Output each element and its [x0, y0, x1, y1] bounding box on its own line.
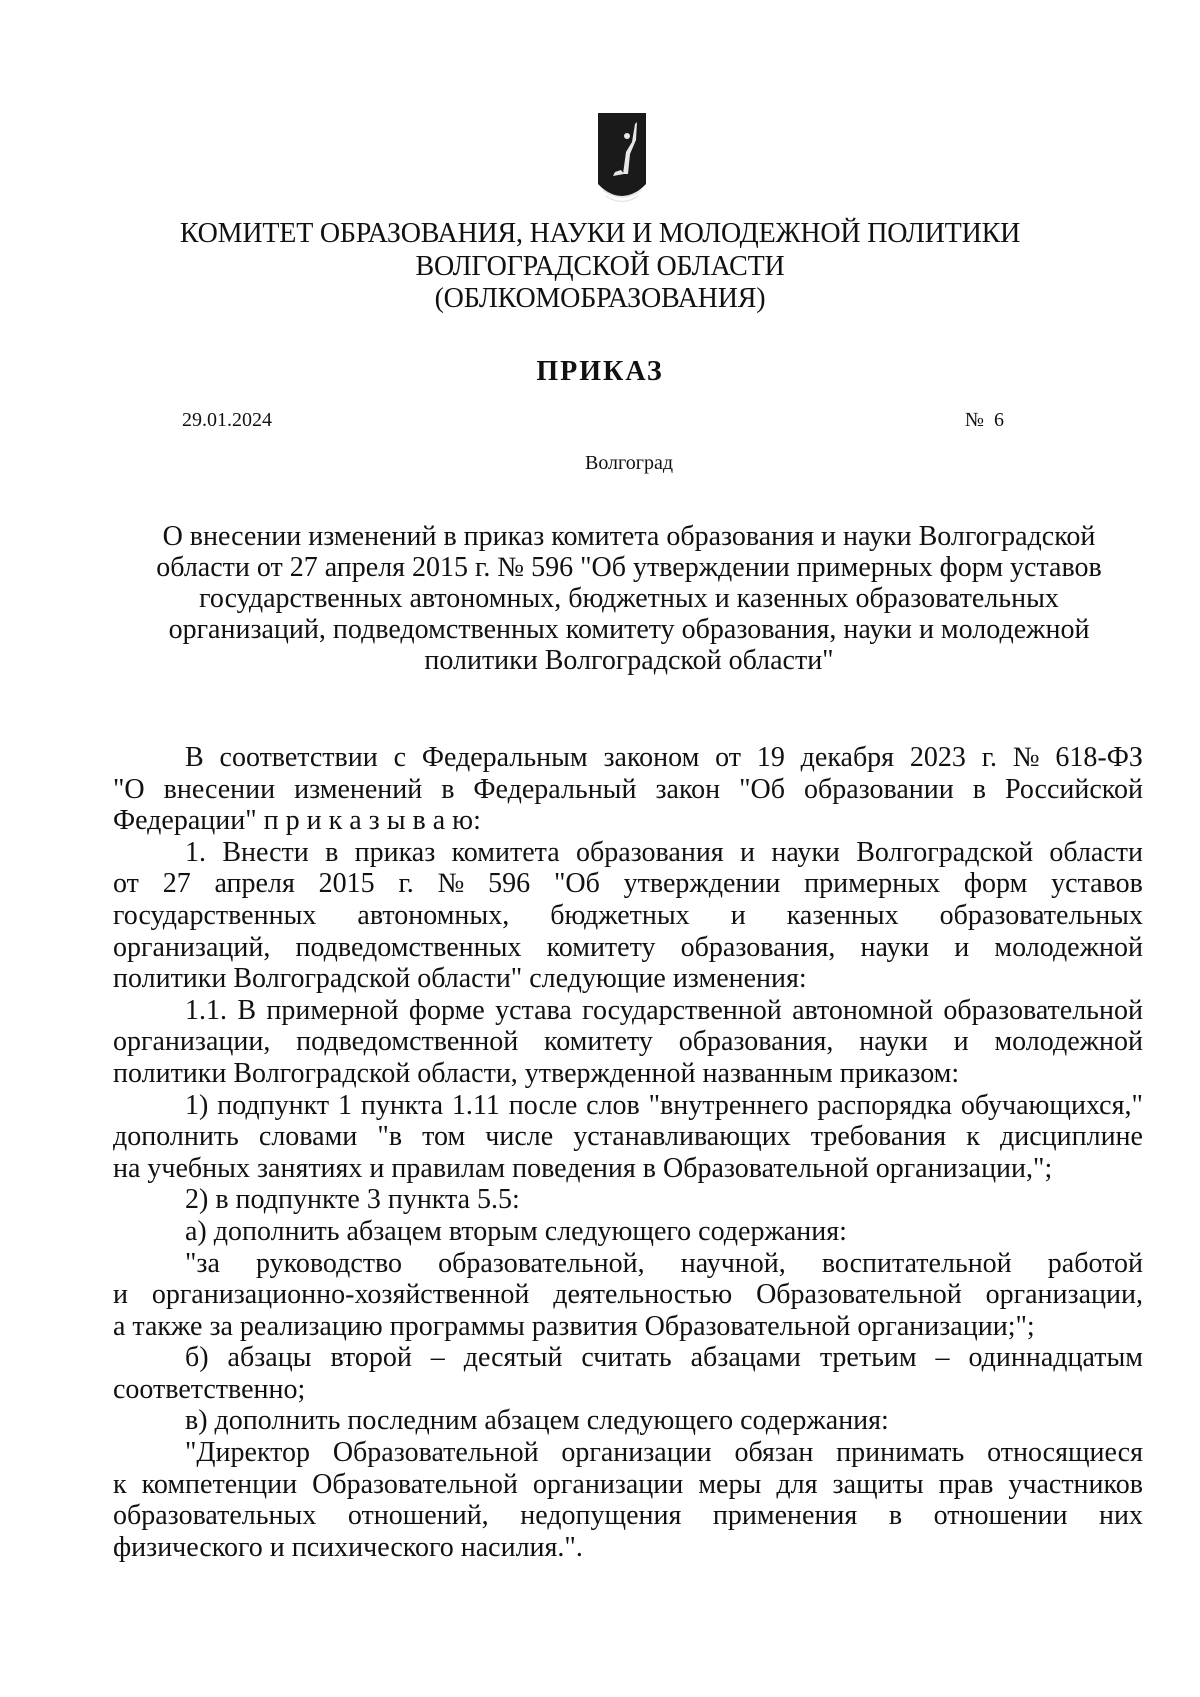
body-word: законом [603, 742, 700, 773]
body-word: абзацы [227, 1342, 312, 1374]
body-word: образования, [680, 931, 836, 963]
body-word: от [113, 868, 139, 900]
body-word: казенных [786, 899, 899, 931]
body-word: примерной [266, 994, 399, 1026]
body-line [113, 963, 1143, 995]
body-line [113, 1374, 1143, 1406]
body-word: "внутреннего [648, 1089, 809, 1121]
body-line [113, 1532, 1143, 1564]
body-word: апреля [214, 868, 295, 900]
body-word: распорядка [817, 1089, 952, 1121]
body-word: комитету [544, 1026, 653, 1058]
body-line-text: а) дополнить абзацем вторым следующего содержания: [185, 1215, 847, 1247]
body-word: Образовательной [312, 1468, 518, 1500]
body-word: образовательной [943, 994, 1143, 1026]
body-word: абзацами [690, 1342, 801, 1374]
body-word: работой [1047, 1247, 1143, 1279]
body-line [113, 900, 1143, 932]
body-word: второй [330, 1342, 412, 1374]
body-word: Федеральным [421, 742, 588, 773]
body-word: организации [561, 1437, 712, 1469]
body-word: обязан [734, 1437, 814, 1469]
body-word: участников [1008, 1468, 1143, 1500]
body-word: образовательной, [438, 1247, 645, 1279]
body-word: В [237, 994, 257, 1026]
body-line-text: а также за реализацию программы развития Образовательной организации;"; [113, 1310, 1035, 1342]
body-word: государственных [113, 899, 317, 931]
body-word: к [113, 1468, 127, 1500]
body-word: в [972, 773, 986, 805]
body-word: применения [712, 1500, 858, 1532]
body-word: образовании [803, 773, 954, 805]
body-line-text: физического и психического насилия.". [113, 1531, 583, 1563]
body-word: форме [408, 994, 485, 1026]
body-word: и [953, 1026, 969, 1058]
body-line [113, 774, 1143, 806]
body-word: слов [586, 1089, 640, 1121]
subject-line: организаций, подведомственных комитету образования, науки и молодежной [168, 614, 1090, 645]
body-word: уставов [1051, 868, 1143, 900]
body-word: в [325, 836, 339, 868]
body-word: отношении [933, 1500, 1068, 1532]
body-word: Федеральный [473, 773, 637, 805]
body-line [113, 995, 1143, 1027]
body-word: молодежной [994, 1026, 1143, 1058]
body-word: молодежной [994, 931, 1143, 963]
body-word: В [185, 742, 204, 773]
body-word: "в [377, 1121, 403, 1153]
body-word: внесении [163, 773, 276, 805]
body-word: автономных, [357, 899, 510, 931]
body-word: науки [859, 1026, 928, 1058]
body-word: деятельностью [553, 1279, 733, 1311]
body-word: Волгоградской [856, 836, 1034, 868]
body-word: закон [655, 773, 721, 805]
document-date: 29.01.2024 [182, 409, 272, 431]
body-word: Внести [222, 836, 309, 868]
body-word: устанавливающих [573, 1121, 791, 1153]
body-word: – [935, 1342, 950, 1374]
subject-line: государственных автономных, бюджетных и казенных образовательных [199, 583, 1059, 614]
document-city: Волгоград [584, 452, 674, 474]
body-word: подпункт [217, 1089, 330, 1121]
body-word: "Директор [185, 1437, 311, 1469]
body-word: примерных [804, 868, 941, 900]
body-word: 1) [185, 1089, 209, 1121]
body-line-text: в) дополнить последним абзацем следующего содержания: [185, 1405, 889, 1437]
body-line [113, 1121, 1143, 1153]
body-word: Российской [1004, 773, 1143, 805]
body-word: организации, [985, 1279, 1143, 1311]
body-word: них [1099, 1500, 1143, 1532]
body-word: автономной [792, 994, 934, 1026]
body-word: 1. [185, 836, 206, 868]
body-word: и [740, 836, 755, 868]
body-word: прав [938, 1468, 994, 1500]
body-line [113, 932, 1143, 964]
body-word: дисциплине [999, 1121, 1143, 1153]
body-word: руководство [256, 1247, 403, 1279]
body-line-text: на учебных занятиях и правилам поведения в Образовательной организации,"; [113, 1152, 1053, 1184]
body-word: в [888, 1500, 903, 1532]
body-word: требования [810, 1121, 947, 1153]
body-word: 27 [162, 868, 191, 900]
body-word: словами [258, 1121, 358, 1153]
body-line [113, 837, 1143, 869]
body-word: 2023 [909, 742, 966, 773]
body-word: 1.11 [451, 1089, 500, 1121]
body-word: защиты [832, 1468, 924, 1500]
body-word: г. [398, 868, 414, 900]
body-word: 2015 [318, 868, 375, 900]
organization-name [100, 218, 1100, 316]
body-word: устава [495, 994, 572, 1026]
body-line [113, 1090, 1143, 1122]
body-word: организационно-хозяйственной [151, 1279, 530, 1311]
body-line [113, 1311, 1143, 1343]
body-word: относящиеся [987, 1437, 1143, 1469]
coat-of-arms-emblem [597, 112, 647, 210]
body-word: г. [981, 742, 998, 773]
org-line: ВОЛГОГРАДСКОЙ ОБЛАСТИ [415, 250, 785, 282]
body-word: подведомственных [295, 931, 522, 963]
body-word: № [1012, 742, 1040, 773]
body-word: форм [963, 868, 1028, 900]
body-word: № [437, 868, 465, 900]
body-word: "Об [553, 868, 600, 900]
body-line-text: политики Волгоградской области" следующие изменения: [113, 963, 807, 995]
org-line: (ОБЛКОМОБРАЗОВАНИЯ) [434, 283, 766, 314]
body-word: принимать [836, 1437, 965, 1469]
body-line [113, 1342, 1143, 1374]
body-word: "за [185, 1247, 220, 1279]
body-word: комитета [451, 836, 560, 868]
body-word: 19 [756, 742, 785, 773]
body-word: декабря [800, 742, 895, 773]
document-number: № 6 [964, 409, 1004, 431]
body-word: 596 [488, 868, 531, 900]
body-word: компетенции [141, 1468, 298, 1500]
body-line-text: Федерации" п р и к а з ы в а ю: [113, 805, 481, 837]
body-word: образовательных [113, 1500, 317, 1532]
body-word: к [966, 1121, 980, 1153]
body-line-text: 2) в подпункте 3 пункта 5.5: [185, 1184, 520, 1216]
body-word: науки [860, 931, 930, 963]
body-word: считать [581, 1342, 672, 1374]
body-word: недопущения [520, 1500, 682, 1532]
body-word: соответствии [219, 742, 378, 773]
body-word: и [730, 899, 746, 931]
body-line [113, 1279, 1143, 1311]
body-line [113, 1026, 1143, 1058]
body-word: Образовательной [756, 1279, 962, 1311]
body-word: области [1049, 836, 1143, 868]
body-word: от [715, 742, 741, 773]
body-word: приказ [354, 836, 436, 868]
body-word: организаций, [113, 931, 271, 963]
body-line [113, 868, 1143, 900]
body-word: после [508, 1089, 578, 1121]
org-line: КОМИТЕТ ОБРАЗОВАНИЯ, НАУКИ И МОЛОДЕЖНОЙ ПОЛИТИКИ [179, 218, 1021, 249]
body-line [113, 1500, 1143, 1532]
body-word: образовательных [939, 899, 1143, 931]
body-word: б) [185, 1342, 209, 1374]
body-word: 618-ФЗ [1055, 742, 1143, 773]
body-line [113, 1405, 1143, 1437]
body-word: научной, [680, 1247, 786, 1279]
body-word: 1.1. [185, 994, 227, 1026]
subject-line: политики Волгоградской области" [424, 645, 834, 676]
body-line [113, 1248, 1143, 1280]
body-word: науки [771, 836, 840, 868]
body-line [113, 742, 1143, 774]
body-word: третьим [819, 1342, 917, 1374]
body-word: с [393, 742, 406, 773]
body-line [113, 1216, 1143, 1248]
subject-line: О внесении изменений в приказ комитета образования и науки Волгоградской [162, 521, 1096, 552]
body-line [113, 1153, 1143, 1185]
body-word: в [441, 773, 455, 805]
body-word: и [954, 931, 970, 963]
body-word: воспитательной [821, 1247, 1012, 1279]
document-subject [100, 521, 1158, 676]
body-word: – [430, 1342, 445, 1374]
body-word: десятый [463, 1342, 563, 1374]
body-word: отношений, [347, 1500, 489, 1532]
body-word: 1 [337, 1089, 352, 1121]
body-word: дополнить [113, 1121, 239, 1153]
body-line-text: политики Волгоградской области, утвержденной названным приказом: [113, 1057, 960, 1089]
body-word: организации, [113, 1026, 271, 1058]
body-word: комитету [546, 931, 656, 963]
body-word: числе [485, 1121, 554, 1153]
body-line [113, 805, 1143, 837]
body-word: организации [532, 1468, 684, 1500]
body-word: государственной [582, 994, 782, 1026]
body-word: для [776, 1468, 818, 1500]
body-word: меры [698, 1468, 762, 1500]
body-word: бюджетных [550, 899, 690, 931]
body-line [113, 1469, 1143, 1501]
document-type-title: ПРИКАЗ [536, 356, 664, 387]
body-word: "Об [739, 773, 785, 805]
body-line-text: соответственно; [113, 1373, 306, 1405]
body-word: "О [113, 773, 145, 805]
body-word: обучающихся," [960, 1089, 1143, 1121]
body-word: образования, [678, 1026, 834, 1058]
subject-line: области от 27 апреля 2015 г. № 596 "Об утверждении примерных форм уставов [156, 552, 1102, 583]
body-line [113, 1437, 1143, 1469]
body-word: утверждении [623, 868, 781, 900]
body-word: образования [575, 836, 724, 868]
body-word: подведомственной [296, 1026, 519, 1058]
body-word: том [422, 1121, 466, 1153]
body-word: пункта [360, 1089, 444, 1121]
body-word: изменений [294, 773, 423, 805]
body-word: Образовательной [332, 1437, 539, 1469]
body-line [113, 1058, 1143, 1090]
body-word: одиннадцатым [968, 1342, 1143, 1374]
body-line [113, 1184, 1143, 1216]
document-body [113, 742, 1143, 1563]
body-word: и [113, 1279, 128, 1311]
